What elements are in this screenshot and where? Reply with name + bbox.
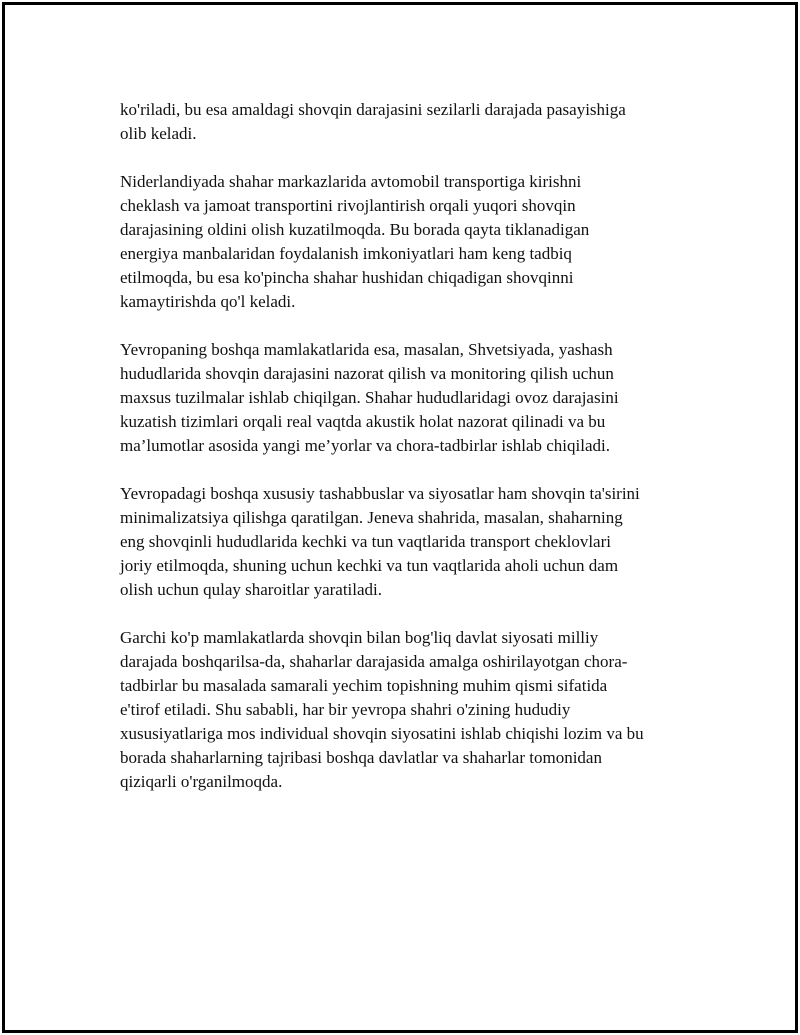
text-line: eng shovqinli hududlarida kechki va tun vaqtlarida transport cheklovlari xyxy=(120,532,611,551)
paragraph xyxy=(120,482,700,602)
document-body xyxy=(120,98,700,818)
text-line: energiya manbalaridan foydalanish imkoniyatlari ham keng tadbiq xyxy=(120,244,572,263)
text-line: hududlarida shovqin darajasini nazorat qilish va monitoring qilish uchun xyxy=(120,364,614,383)
text-line: Yevropadagi boshqa xususiy tashabbuslar va siyosatlar ham shovqin ta'sirini xyxy=(120,484,640,503)
text-line: xususiyatlariga mos individual shovqin siyosatini ishlab chiqishi lozim va bu xyxy=(120,724,644,743)
paragraph xyxy=(120,170,700,314)
text-line: tadbirlar bu masalada samarali yechim topishning muhim qismi sifatida xyxy=(120,676,608,695)
text-line: ma’lumotlar asosida yangi me’yorlar va chora-tadbirlar ishlab chiqiladi. xyxy=(120,436,610,455)
text-line: kuzatish tizimlari orqali real vaqtda akustik holat nazorat qilinadi va bu xyxy=(120,412,606,431)
paragraph xyxy=(120,98,700,146)
text-line: qiziqarli o'rganilmoqda. xyxy=(120,772,283,791)
text-line: maxsus tuzilmalar ishlab chiqilgan. Shahar hududlaridagi ovoz darajasini xyxy=(120,388,619,407)
text-line: minimalizatsiya qilishga qaratilgan. Jeneva shahrida, masalan, shaharning xyxy=(120,508,623,527)
text-line: e'tirof etiladi. Shu sababli, har bir yevropa shahri o'zining hududiy xyxy=(120,700,571,719)
text-line: ko'riladi, bu esa amaldagi shovqin darajasini sezilarli darajada pasayishiga xyxy=(120,100,626,119)
page-frame xyxy=(2,2,798,1033)
text-line: etilmoqda, bu esa ko'pincha shahar hushidan chiqadigan shovqinni xyxy=(120,268,574,287)
text-line: olish uchun qulay sharoitlar yaratiladi. xyxy=(120,580,383,599)
text-line: kamaytirishda qo'l keladi. xyxy=(120,292,296,311)
text-line: darajada boshqarilsa-da, shaharlar darajasida amalga oshirilayotgan chora- xyxy=(120,652,628,671)
text-line: Yevropaning boshqa mamlakatlarida esa, masalan, Shvetsiyada, yashash xyxy=(120,340,613,359)
text-line: olib keladi. xyxy=(120,124,197,143)
text-line: cheklash va jamoat transportini rivojlantirish orqali yuqori shovqin xyxy=(120,196,576,215)
text-line: borada shaharlarning tajribasi boshqa davlatlar va shaharlar tomonidan xyxy=(120,748,602,767)
text-line: Garchi ko'p mamlakatlarda shovqin bilan bog'liq davlat siyosati milliy xyxy=(120,628,599,647)
text-line: Niderlandiyada shahar markazlarida avtomobil transportiga kirishni xyxy=(120,172,582,191)
text-line: darajasining oldini olish kuzatilmoqda. Bu borada qayta tiklanadigan xyxy=(120,220,590,239)
text-line: joriy etilmoqda, shuning uchun kechki va tun vaqtlarida aholi uchun dam xyxy=(120,556,619,575)
paragraph xyxy=(120,338,700,458)
paragraph xyxy=(120,626,700,794)
